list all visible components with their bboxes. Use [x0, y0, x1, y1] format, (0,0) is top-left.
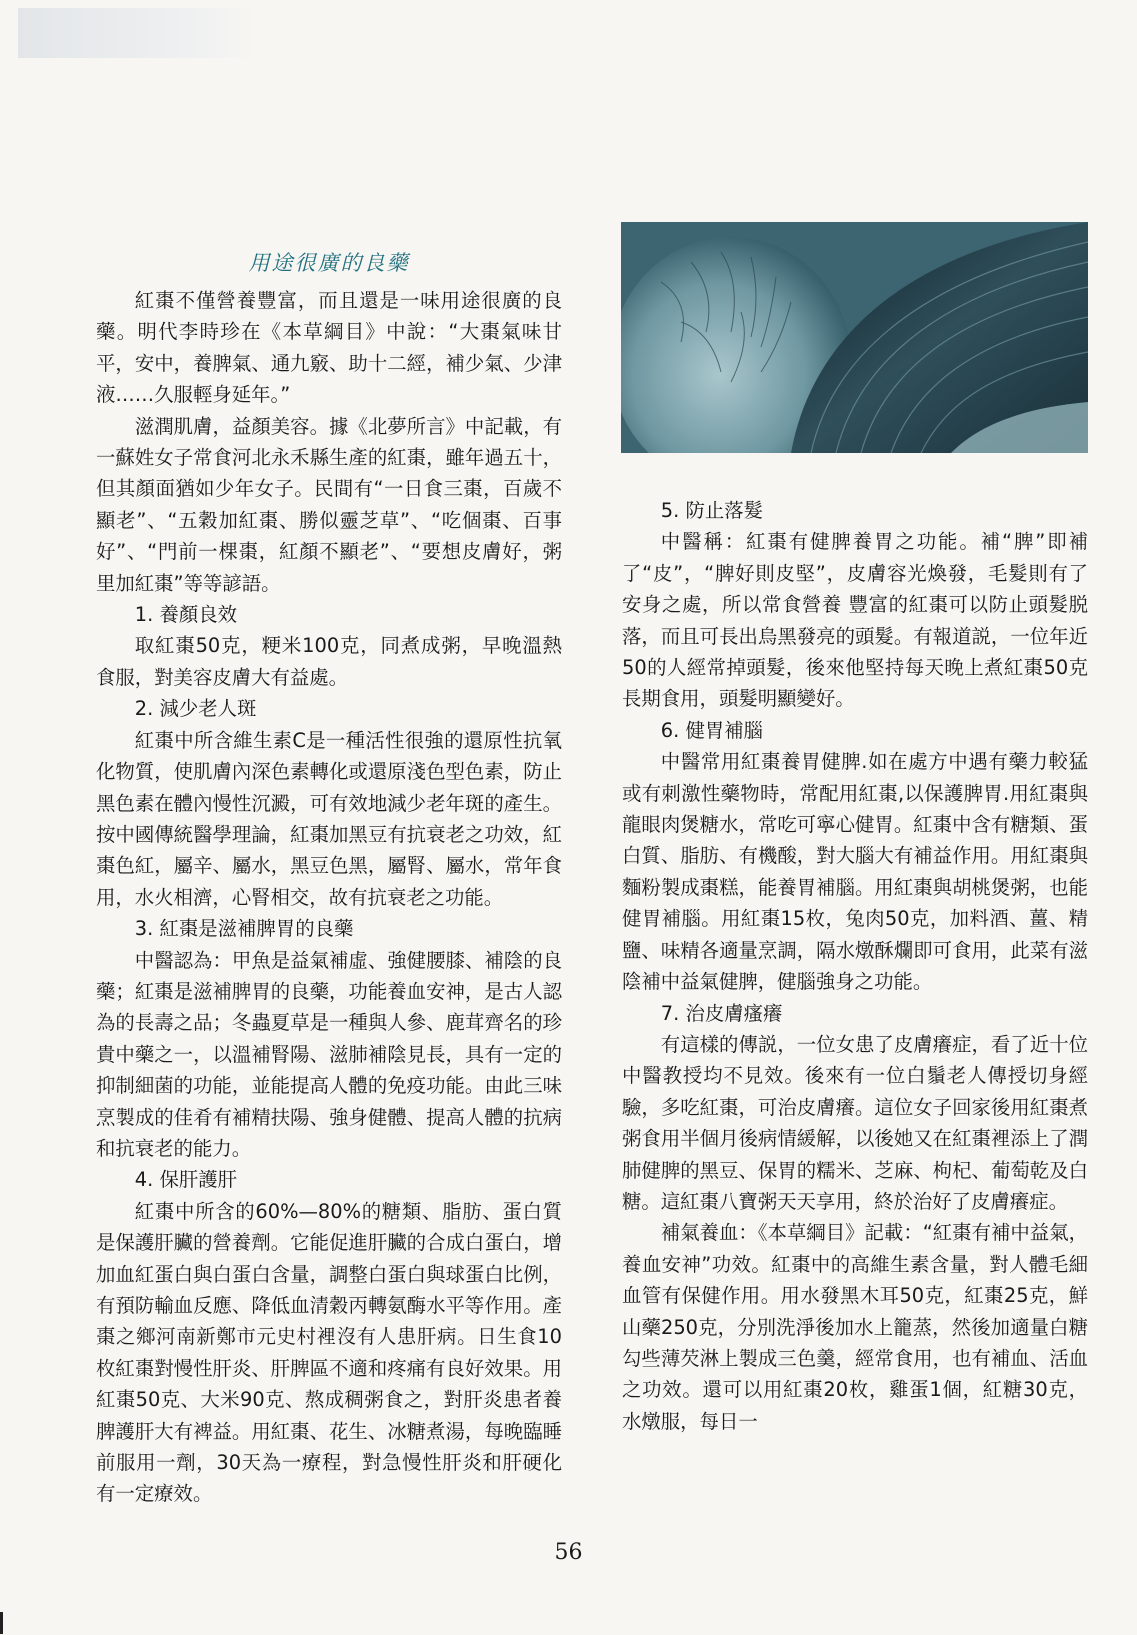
- body-paragraph: 有這樣的傳説，一位女患了皮膚癢症，看了近十位中醫教授均不見效。後來有一位白鬚老人傳授切身經驗，多吃紅棗，可治皮膚癢。這位女子回家後用紅棗煮粥食用半個月後病情緩解，以後她又在紅棗裡添上了潤肺健脾的黑豆、保胃的糯米、芝麻、枸杞、葡萄乾及白糖。這紅棗八寶粥天天享用，終於治好了皮膚癢症。: [622, 1032, 1088, 1213]
- body-paragraph: 補氣養血：《本草綱目》記載：“紅棗有補中益氣，養血安神”功效。紅棗中的高維生素含量，對人體毛細血管有保健作用。用水發黑木耳50克，紅棗25克，鮮山藥250克，分別洗淨後加水上籠蒸，然後加適量白糖勾些薄芡淋上製成三色羹，經常食用，也有補血、活血之功效。還可以用紅棗20枚，雞蛋1個，紅糖30克，水燉服，每日一: [622, 1221, 1088, 1433]
- right-column: [622, 495, 1088, 1437]
- body-paragraph: 紅棗中所含維生素C是一種活性很強的還原性抗氧化物質，使肌膚內深色素轉化或還原淺色型色素，防止黑色素在體內慢性沉澱，可有效地減少老年斑的產生。按中國傳統醫學理論，紅棗加黑豆有抗衰老之功效，紅棗色紅，屬辛、屬水，黑豆色黑，屬腎、屬水，常年食用，水火相濟，心腎相交，故有抗衰老之功能。: [96, 728, 562, 909]
- left-column: [96, 247, 562, 1510]
- page-edge-mark: [0, 1612, 3, 1634]
- body-paragraph: 紅棗中所含的60%—80%的糖類、脂肪、蛋白質是保護肝臟的營養劑。它能促進肝臟的合成白蛋白，增加血紅蛋白與白蛋白含量，調整白蛋白與球蛋白比例，有預防輸血反應、降低血清穀丙轉氨酶水平等作用。產棗之鄉河南新鄭市元史村裡沒有人患肝病。日生食10枚紅棗對慢性肝炎、肝脾區不適和疼痛有良好效果。用紅棗50克、大米90克、熬成稠粥食之，對肝炎患者養脾護肝大有裨益。用紅棗、花生、冰糖煮湯，每晚臨睡前服用一劑，30天為一療程，對急慢性肝炎和肝硬化有一定療效。: [96, 1199, 562, 1506]
- body-paragraph: 取紅棗50克，粳米100克，同煮成粥，早晚溫熱食服，對美容皮膚大有益處。: [96, 634, 562, 689]
- subheading: 3. 紅棗是滋補脾胃的良藥: [134, 917, 354, 941]
- body-paragraph: 滋潤肌膚，益顏美容。據《北夢所言》中記載，有一蘇姓女子常食河北永禾縣生產的紅棗，雖年過五十，但其顏面猶如少年女子。民間有“一日食三棗，百歲不顯老”、“五穀加紅棗、勝似靈芝草”、“吃個棗、百事好”、“門前一棵棗，紅顏不顯老”、“要想皮膚好，粥里加紅棗”等等諺語。: [96, 414, 562, 595]
- body-paragraph: 中醫認為：甲魚是益氣補虛、強健腰膝、補陰的良藥；紅棗是滋補脾胃的良藥，功能養血安神，是古人認為的長壽之品；冬蟲夏草是一種與人參、鹿茸齊名的珍貴中藥之一，以溫補腎陽、滋肺補陰見長，具有一定的抑制細菌的功能，並能提高人體的免疫功能。由此三味烹製成的佳肴有補精扶陽、強身健體、提高人體的抗病和抗衰老的能力。: [96, 948, 562, 1160]
- subheading: 2. 減少老人斑: [134, 697, 257, 721]
- subheading: 5. 防止落髮: [660, 499, 764, 522]
- body-paragraph: 紅棗不僅營養豐富，而且還是一味用途很廣的良藥。明代李時珍在《本草綱目》中說：“大棗氣味甘平，安中，養脾氣、通九竅、助十二經，補少氣、少津液……久服輕身延年。”: [96, 289, 562, 407]
- hair-photo: [621, 222, 1088, 453]
- header-decoration: [18, 8, 258, 58]
- right-body: [622, 495, 1088, 1437]
- subheading: 1. 養顏良效: [134, 603, 238, 627]
- body-paragraph: 中醫稱：紅棗有健脾養胃之功能。補“脾”即補了“皮”，“脾好則皮堅”，皮膚容光煥發，毛髮則有了安身之處，所以常食營養 豐富的紅棗可以防止頭髮脱落，而且可長出烏黑發亮的頭髮。有報道説，一位年近50的人經常掉頭髮，後來他堅持每天晚上煮紅棗50克長期食用，頭髮明顯變好。: [622, 530, 1088, 711]
- left-body: [96, 285, 562, 1510]
- subheading: 6. 健胃補腦: [660, 718, 764, 742]
- subheading: 4. 保肝護肝: [134, 1168, 238, 1192]
- body-paragraph: 中醫常用紅棗養胃健脾.如在處方中遇有藥力較猛或有刺激性藥物時，常配用紅棗,以保護脾胃.用紅棗與龍眼肉煲糖水，常吃可寧心健胃。紅棗中含有糖類、蛋白質、脂肪、有機酸，對大腦大有補益作用。用紅棗與麵粉製成棗糕，能養胃補腦。用紅棗與胡桃煲粥，也能健胃補腦。用紅棗15枚，兔肉50克，加料酒、薑、精鹽、味精各適量烹調，隔水燉酥爛即可食用，此菜有滋陰補中益氣健脾，健腦強身之功能。: [622, 750, 1088, 994]
- subheading: 7. 治皮膚瘙癢: [660, 1001, 783, 1025]
- section-title: 用途很廣的良藥: [248, 251, 410, 275]
- page-number: 56: [554, 1540, 583, 1565]
- hair-photo-image: [621, 222, 1088, 453]
